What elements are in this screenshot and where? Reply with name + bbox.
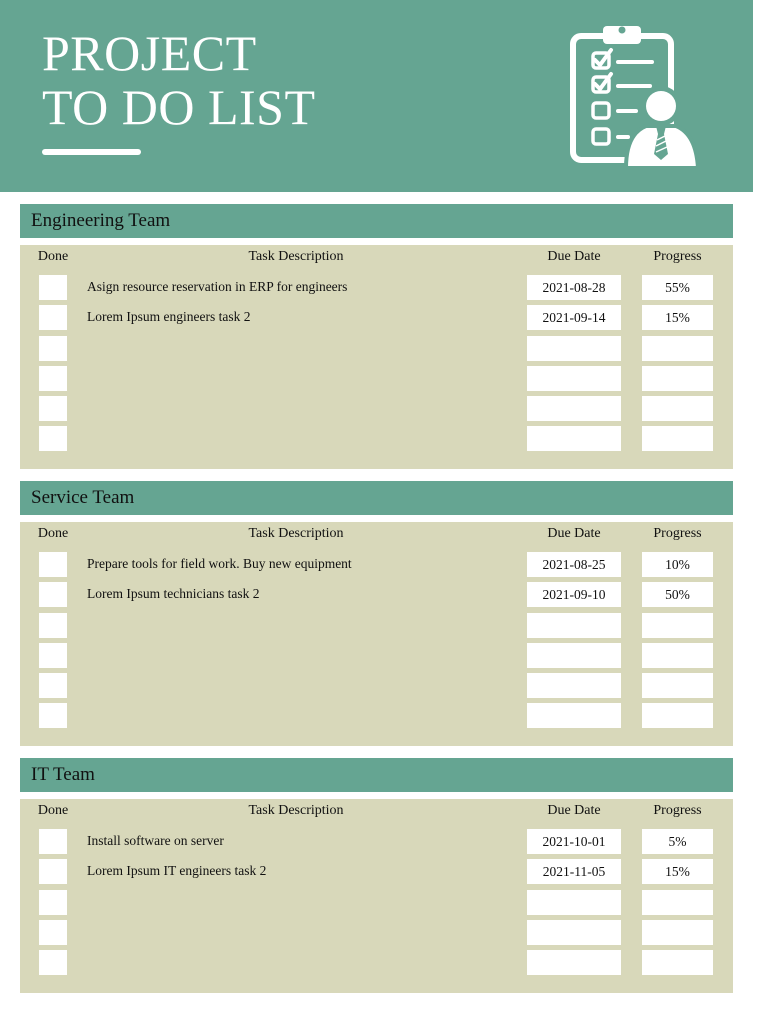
section-header bbox=[20, 481, 733, 515]
table-row bbox=[20, 305, 733, 330]
done-checkbox[interactable] bbox=[39, 396, 67, 421]
table-row bbox=[20, 950, 733, 975]
due-date-cell[interactable] bbox=[527, 643, 621, 668]
done-checkbox[interactable] bbox=[39, 613, 67, 638]
column-header-progress: Progress bbox=[653, 803, 702, 818]
table-row bbox=[20, 673, 733, 698]
due-date-cell[interactable]: 2021-10-01 bbox=[527, 829, 621, 854]
due-date-cell[interactable]: 2021-11-05 bbox=[527, 859, 621, 884]
done-checkbox[interactable] bbox=[39, 829, 67, 854]
task-table bbox=[20, 522, 733, 746]
progress-cell[interactable] bbox=[642, 336, 713, 361]
table-row bbox=[20, 920, 733, 945]
progress-cell[interactable]: 55% bbox=[642, 275, 713, 300]
progress-cell[interactable] bbox=[642, 426, 713, 451]
progress-cell[interactable]: 50% bbox=[642, 582, 713, 607]
due-date-cell[interactable] bbox=[527, 890, 621, 915]
progress-cell[interactable] bbox=[642, 643, 713, 668]
table-row bbox=[20, 643, 733, 668]
column-header-due-date: Due Date bbox=[547, 526, 601, 541]
progress-cell[interactable]: 15% bbox=[642, 859, 713, 884]
progress-cell[interactable]: 10% bbox=[642, 552, 713, 577]
progress-cell[interactable]: 5% bbox=[642, 829, 713, 854]
due-date-cell[interactable]: 2021-08-25 bbox=[527, 552, 621, 577]
progress-cell[interactable] bbox=[642, 703, 713, 728]
table-row bbox=[20, 582, 733, 607]
done-checkbox[interactable] bbox=[39, 643, 67, 668]
done-checkbox[interactable] bbox=[39, 366, 67, 391]
page-title-line-1: PROJECT bbox=[42, 25, 257, 81]
due-date-cell[interactable] bbox=[527, 613, 621, 638]
column-header-due-date: Due Date bbox=[547, 249, 601, 264]
section-title: Engineering Team bbox=[31, 210, 171, 231]
table-row bbox=[20, 336, 733, 361]
due-date-cell[interactable] bbox=[527, 336, 621, 361]
done-checkbox[interactable] bbox=[39, 859, 67, 884]
table-row bbox=[20, 366, 733, 391]
table-row bbox=[20, 396, 733, 421]
task-description[interactable]: Lorem Ipsum technicians task 2 bbox=[87, 586, 260, 601]
column-header-progress: Progress bbox=[653, 249, 702, 264]
table-row bbox=[20, 859, 733, 884]
column-header-done: Done bbox=[37, 249, 69, 264]
column-header-task: Task Description bbox=[248, 249, 344, 264]
section-title: Service Team bbox=[31, 487, 135, 508]
due-date-cell[interactable] bbox=[527, 950, 621, 975]
done-checkbox[interactable] bbox=[39, 552, 67, 577]
column-header-done: Done bbox=[37, 803, 69, 818]
due-date-cell[interactable] bbox=[527, 396, 621, 421]
progress-cell[interactable] bbox=[642, 613, 713, 638]
due-date-cell[interactable] bbox=[527, 920, 621, 945]
due-date-cell[interactable] bbox=[527, 673, 621, 698]
progress-cell[interactable]: 15% bbox=[642, 305, 713, 330]
due-date-cell[interactable]: 2021-09-10 bbox=[527, 582, 621, 607]
done-checkbox[interactable] bbox=[39, 950, 67, 975]
section-header bbox=[20, 204, 733, 238]
done-checkbox[interactable] bbox=[39, 336, 67, 361]
progress-cell[interactable] bbox=[642, 396, 713, 421]
table-row bbox=[20, 890, 733, 915]
section-header bbox=[20, 758, 733, 792]
due-date-cell[interactable] bbox=[527, 703, 621, 728]
section-service-team bbox=[20, 481, 733, 746]
progress-cell[interactable] bbox=[642, 950, 713, 975]
due-date-cell[interactable]: 2021-09-14 bbox=[527, 305, 621, 330]
done-checkbox[interactable] bbox=[39, 703, 67, 728]
title-underline bbox=[42, 149, 141, 155]
section-it-team bbox=[20, 758, 733, 993]
task-description[interactable]: Lorem Ipsum engineers task 2 bbox=[87, 309, 251, 324]
progress-cell[interactable] bbox=[642, 890, 713, 915]
section-title: IT Team bbox=[31, 764, 95, 785]
due-date-cell[interactable] bbox=[527, 426, 621, 451]
task-table bbox=[20, 799, 733, 993]
task-description[interactable]: Lorem Ipsum IT engineers task 2 bbox=[87, 863, 267, 878]
column-header-progress: Progress bbox=[653, 526, 702, 541]
column-header-task: Task Description bbox=[248, 526, 344, 541]
page-title-line-2: TO DO LIST bbox=[42, 79, 316, 135]
done-checkbox[interactable] bbox=[39, 275, 67, 300]
page-title bbox=[42, 26, 316, 134]
section-engineering-team bbox=[20, 204, 733, 469]
task-description[interactable]: Install software on server bbox=[87, 833, 224, 848]
column-header-due-date: Due Date bbox=[547, 803, 601, 818]
progress-cell[interactable] bbox=[642, 366, 713, 391]
done-checkbox[interactable] bbox=[39, 426, 67, 451]
clipboard-checklist-person-icon bbox=[566, 22, 700, 172]
table-row bbox=[20, 552, 733, 577]
column-header-task: Task Description bbox=[248, 803, 344, 818]
table-row bbox=[20, 613, 733, 638]
due-date-cell[interactable] bbox=[527, 366, 621, 391]
task-description[interactable]: Prepare tools for field work. Buy new equipment bbox=[87, 556, 352, 571]
done-checkbox[interactable] bbox=[39, 890, 67, 915]
table-row bbox=[20, 275, 733, 300]
task-table bbox=[20, 245, 733, 469]
due-date-cell[interactable]: 2021-08-28 bbox=[527, 275, 621, 300]
table-row bbox=[20, 426, 733, 451]
table-row bbox=[20, 829, 733, 854]
done-checkbox[interactable] bbox=[39, 582, 67, 607]
task-description[interactable]: Asign resource reservation in ERP for engineers bbox=[87, 279, 348, 294]
progress-cell[interactable] bbox=[642, 673, 713, 698]
done-checkbox[interactable] bbox=[39, 673, 67, 698]
column-header-done: Done bbox=[37, 526, 69, 541]
progress-cell[interactable] bbox=[642, 920, 713, 945]
table-row bbox=[20, 703, 733, 728]
done-checkbox[interactable] bbox=[39, 305, 67, 330]
done-checkbox[interactable] bbox=[39, 920, 67, 945]
header-banner bbox=[0, 0, 753, 192]
